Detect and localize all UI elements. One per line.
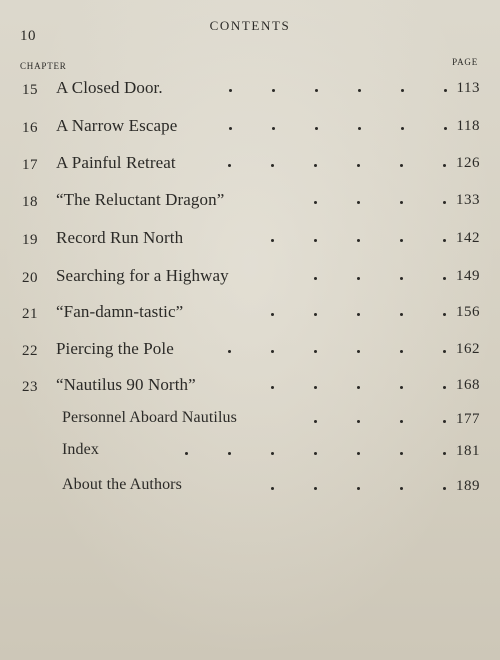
toc-entry-title: “Nautilus 90 North” — [56, 375, 196, 394]
toc-entry-page: 133 — [456, 192, 480, 208]
leader-dot — [443, 277, 446, 280]
leader-dot — [400, 313, 403, 316]
chapter-column-label: CHAPTER — [20, 61, 67, 71]
leader-dot — [401, 89, 404, 92]
leader-dot — [314, 420, 317, 423]
leader-dot — [400, 386, 403, 389]
leader-dot — [314, 313, 317, 316]
leader-dot — [358, 127, 361, 130]
leader-dot — [400, 420, 403, 423]
leader-dot — [229, 127, 232, 130]
leader-dot — [400, 277, 403, 280]
leader-dot — [271, 487, 274, 490]
leader-dot — [357, 420, 360, 423]
leader-dot — [314, 386, 317, 389]
leader-dot — [400, 350, 403, 353]
leader-dot — [443, 386, 446, 389]
toc-entry-title: Piercing the Pole — [56, 339, 174, 358]
toc-entry — [0, 228, 500, 254]
leader-dot — [315, 89, 318, 92]
toc-entry-title: “Fan-damn-tastic” — [56, 302, 184, 321]
toc-entry-page: 113 — [456, 80, 480, 96]
toc-entry-page: 156 — [456, 304, 480, 320]
toc-entry-page: 142 — [456, 230, 480, 246]
leader-dot — [443, 313, 446, 316]
leader-dot — [271, 386, 274, 389]
toc-entry — [0, 190, 500, 216]
leader-dot — [357, 487, 360, 490]
toc-entry — [0, 409, 500, 435]
leader-dot — [357, 239, 360, 242]
leader-dot — [400, 452, 403, 455]
leader-dot — [357, 277, 360, 280]
toc-entry-page: 118 — [456, 118, 480, 134]
leader-dot — [314, 201, 317, 204]
toc-entry-page: 168 — [456, 377, 480, 393]
toc-entry — [0, 339, 500, 365]
leader-dot — [185, 452, 188, 455]
toc-dot-leader — [193, 239, 446, 243]
toc-dot-leader — [109, 452, 446, 456]
toc-entry-title: A Narrow Escape — [56, 116, 178, 135]
leader-dot — [443, 164, 446, 167]
leader-dot — [271, 452, 274, 455]
toc-entry-page: 177 — [456, 411, 480, 427]
toc-entry-title: Searching for a Highway — [56, 266, 229, 285]
toc-entry — [0, 78, 500, 104]
leader-dot — [272, 89, 275, 92]
toc-dot-leader — [173, 89, 447, 93]
page-number: 10 — [20, 28, 36, 44]
leader-dot — [444, 89, 447, 92]
toc-entry-title: A Closed Door. — [56, 78, 163, 97]
toc-entry — [0, 375, 500, 401]
leader-dot — [400, 487, 403, 490]
leader-dot — [443, 452, 446, 455]
leader-dot — [357, 164, 360, 167]
toc-entry-number: 22 — [22, 343, 38, 359]
toc-dot-leader — [184, 350, 446, 354]
leader-dot — [400, 239, 403, 242]
leader-dot — [229, 89, 232, 92]
toc-dot-leader — [247, 420, 446, 424]
toc-entry-page: 189 — [456, 478, 480, 494]
leader-dot — [271, 164, 274, 167]
toc-entry-page: 126 — [456, 155, 480, 171]
toc-entry-number: 16 — [22, 120, 38, 136]
leader-dot — [272, 127, 275, 130]
leader-dot — [314, 487, 317, 490]
toc-dot-leader — [193, 313, 446, 317]
toc-dot-leader — [206, 386, 446, 390]
leader-dot — [357, 452, 360, 455]
leader-dot — [315, 127, 318, 130]
toc-entry-number: 19 — [22, 232, 38, 248]
toc-entry-number: 23 — [22, 379, 38, 395]
toc-entry-number: 20 — [22, 270, 38, 286]
leader-dot — [400, 201, 403, 204]
leader-dot — [228, 350, 231, 353]
toc-dot-leader — [187, 127, 447, 131]
leader-dot — [444, 127, 447, 130]
toc-entry-page: 162 — [456, 341, 480, 357]
toc-entry — [0, 266, 500, 292]
toc-entry-title: Record Run North — [56, 228, 184, 247]
toc-entry-number: 15 — [22, 82, 38, 98]
running-head: CONTENTS — [209, 18, 291, 33]
toc-dot-leader — [234, 201, 446, 205]
page-column-label: PAGE — [452, 57, 478, 67]
toc-dot-leader — [239, 277, 446, 281]
leader-dot — [314, 164, 317, 167]
leader-dot — [443, 487, 446, 490]
toc-entry-title: About the Authors — [62, 476, 182, 493]
toc-entry-title: Index — [62, 441, 99, 458]
toc-entry-title: “The Reluctant Dragon” — [56, 190, 225, 209]
toc-entry-title: Personnel Aboard Nautilus — [62, 409, 237, 426]
leader-dot — [314, 277, 317, 280]
toc-entry-page: 149 — [456, 268, 480, 284]
leader-dot — [443, 350, 446, 353]
leader-dot — [357, 201, 360, 204]
leader-dot — [271, 350, 274, 353]
toc-entry-page: 181 — [456, 443, 480, 459]
toc-entry-title: A Painful Retreat — [56, 153, 176, 172]
leader-dot — [401, 127, 404, 130]
leader-dot — [271, 239, 274, 242]
toc-dot-leader — [192, 487, 446, 491]
leader-dot — [314, 350, 317, 353]
leader-dot — [357, 386, 360, 389]
toc-entry — [0, 441, 500, 467]
leader-dot — [400, 164, 403, 167]
toc-entry — [0, 116, 500, 142]
leader-dot — [271, 313, 274, 316]
leader-dot — [443, 420, 446, 423]
toc-entry-number: 21 — [22, 306, 38, 322]
leader-dot — [228, 452, 231, 455]
leader-dot — [228, 164, 231, 167]
toc-entry — [0, 153, 500, 179]
toc-entry-number: 17 — [22, 157, 38, 173]
leader-dot — [314, 239, 317, 242]
toc-dot-leader — [186, 164, 446, 168]
leader-dot — [358, 89, 361, 92]
leader-dot — [443, 201, 446, 204]
toc-entry — [0, 476, 500, 502]
leader-dot — [443, 239, 446, 242]
leader-dot — [314, 452, 317, 455]
leader-dot — [357, 313, 360, 316]
toc-entry-number: 18 — [22, 194, 38, 210]
toc-entry — [0, 302, 500, 328]
leader-dot — [357, 350, 360, 353]
